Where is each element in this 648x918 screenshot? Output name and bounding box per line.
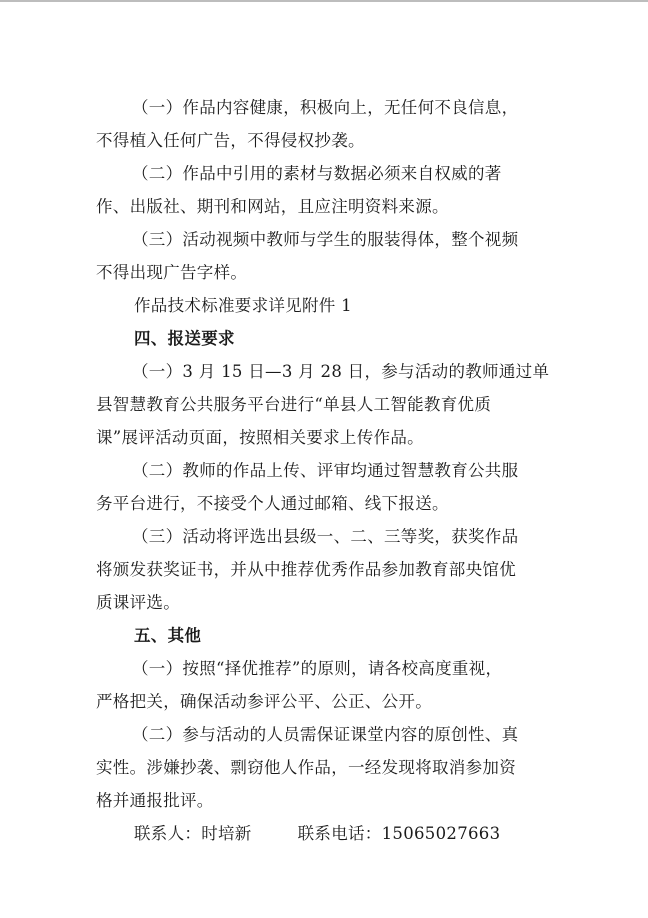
paragraph-line: （一）3 月 15 日—3 月 28 日，参与活动的教师通过单 <box>132 362 550 381</box>
paragraph-line: （一）作品内容健康，积极向上，无任何不良信息， <box>132 98 519 117</box>
contact-person: 联系人：时培新 <box>134 824 252 843</box>
paragraph-line: 不得植入任何广告，不得侵权抄袭。 <box>96 131 365 150</box>
paragraph-line: 格并通报批评。 <box>96 791 214 810</box>
paragraph-line: 作、出版社、期刊和网站，且应注明资料来源。 <box>96 197 449 216</box>
paragraph-line: （二）参与活动的人员需保证课堂内容的原创性、真 <box>132 725 519 744</box>
paragraph-line: 务平台进行，不接受个人通过邮箱、线下报送。 <box>96 494 449 513</box>
section-heading-other: 五、其他 <box>134 626 202 645</box>
document-page <box>96 91 550 850</box>
paragraph-line: （二）作品中引用的素材与数据必须来自权威的著 <box>132 164 502 183</box>
paragraph-line: 不得出现广告字样。 <box>96 263 248 282</box>
paragraph-line: 将颁发获奖证书，并从中推荐优秀作品参加教育部央馆优 <box>96 560 516 579</box>
paragraph-line: 县智慧教育公共服务平台进行“单县人工智能教育优质 <box>96 395 492 414</box>
attachment-note: 作品技术标准要求详见附件 1 <box>134 296 352 315</box>
contact-phone: 联系电话：15065027663 <box>297 824 501 843</box>
page-top-border <box>0 0 648 2</box>
paragraph-line: 质课评选。 <box>96 593 180 612</box>
paragraph-line: （三）活动将评选出县级一、二、三等奖，获奖作品 <box>132 527 519 546</box>
paragraph-line: 课”展评活动页面，按照相关要求上传作品。 <box>96 428 424 447</box>
section-heading-submission: 四、报送要求 <box>134 329 235 348</box>
contact-line <box>96 817 546 850</box>
paragraph-line: 严格把关，确保活动参评公平、公正、公开。 <box>96 692 432 711</box>
paragraph-line: （三）活动视频中教师与学生的服装得体，整个视频 <box>132 230 519 249</box>
paragraph-line: （二）教师的作品上传、评审均通过智慧教育公共服 <box>132 461 519 480</box>
paragraph-line: 实性。涉嫌抄袭、剽窃他人作品，一经发现将取消参加资 <box>96 758 516 777</box>
paragraph-line: （一）按照“择优推荐”的原则，请各校高度重视， <box>132 659 503 678</box>
